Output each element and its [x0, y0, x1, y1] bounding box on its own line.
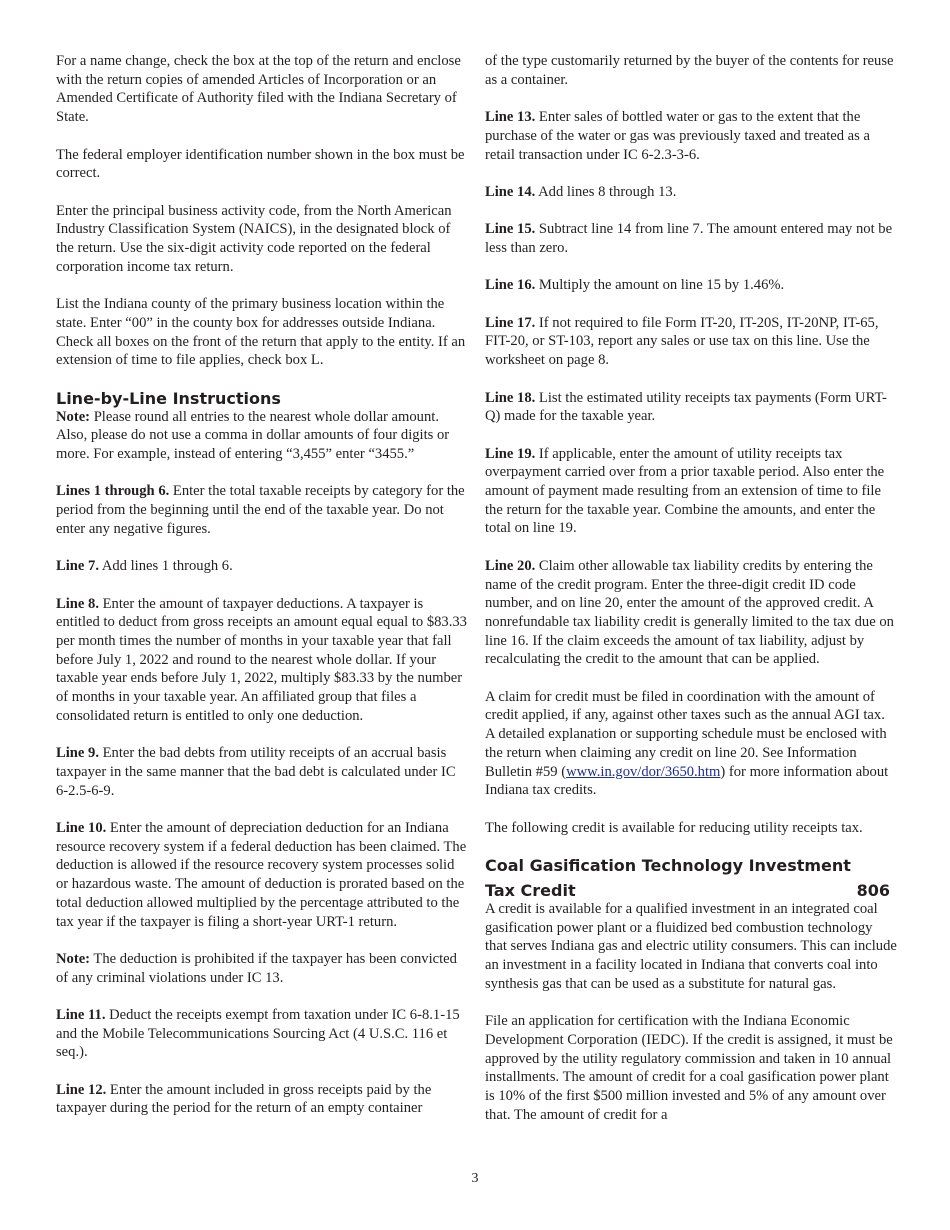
credit-description: A credit is available for a qualified investment in an integrated coal gasification power plant or a fluidized bed combustion technology that serves Indiana gas and electric utility consumers. This can include an investment in a facility located in Indiana that converts coal into synthesis gas that can be used as a substitute for natural gas.: [485, 901, 897, 992]
line-19-instruction: [485, 445, 897, 539]
line-11-instruction: [56, 1006, 468, 1062]
line-text: Subtract line 14 from line 7. The amount entered may not be less than zero.: [485, 221, 893, 256]
line-7-instruction: [56, 557, 468, 576]
line-label: Line 16.: [485, 277, 536, 294]
line-label: Line 17.: [485, 314, 536, 331]
left-column: [56, 52, 468, 1137]
claim-text-end: ) for more information about Indiana tax credits.: [485, 763, 889, 799]
line-label: Line 7.: [56, 558, 99, 575]
fein-paragraph: The federal employer identification number shown in the box must be correct.: [56, 146, 465, 182]
line-label: Line 11.: [56, 1006, 106, 1023]
line-label: Line 15.: [485, 221, 536, 238]
line-text: Enter the amount of taxpayer deductions. A taxpayer is entitled to deduct from gross receipts an amount equal equal to $83.33 per month times the number of months in your taxable year that fall before July 1, 2022 and round to the nearest whole dollar. If your taxable year ends before July 1, 2022, multiply $83.33 by the number of months in your taxable year. An affiliated group that files a consolidated return is entitled to only one deduction.: [56, 595, 467, 724]
line-text: Enter the total taxable receipts by category for the period from the beginning until the end of the taxable year. Do not enter any negative figures.: [56, 483, 465, 537]
note-text: Please round all entries to the nearest whole dollar amount. Also, please do not use a comma in dollar amounts of four digits or more. For example, instead of entering “3,455” enter “3455.”: [56, 408, 450, 462]
line-label: Line 14.: [485, 183, 536, 200]
lines-1-6-instruction: [56, 482, 468, 538]
line-14-instruction: [485, 183, 897, 202]
note-label: Note:: [56, 950, 91, 967]
section-heading: Line-by-Line Instructions: [56, 388, 281, 408]
line-label: Lines 1 through 6.: [56, 483, 170, 500]
claim-text: A claim for credit must be filed in coordination with the amount of credit applied, if any, against other taxes such as the annual AGI tax. A detailed explanation or supporting schedule must be enclosed with the return when claiming any credit on line 20. See Information Bulletin #59 (: [485, 688, 887, 780]
note-label: Note:: [56, 408, 91, 425]
line-8-instruction: [56, 595, 468, 726]
right-column: [485, 52, 897, 1143]
line-label: Line 19.: [485, 445, 536, 462]
page-number: 3: [471, 1171, 479, 1186]
credit-heading: [485, 856, 897, 900]
line-12-continuation: of the type customarily returned by the buyer of the contents for reuse as a container.: [485, 53, 894, 88]
line-text: Claim other allowable tax liability credits by entering the name of the credit program. Enter the three-digit credit ID code number, and on line 20, enter the amount of the approved credit. A nonrefundable tax liability credit is generally limited to the tax due on line 16. If the claim exceeds the amount of tax liability, adjust by recalculating the credit to the amount that can be applied.: [485, 557, 894, 668]
line-label: Line 8.: [56, 595, 99, 612]
line-text: Enter the bad debts from utility receipts of an accrual basis taxpayer in the same manner that the bad debt is calculated under IC 6-2.5-6-9.: [56, 745, 456, 799]
line-15-instruction: [485, 220, 897, 257]
line-9-instruction: [56, 744, 468, 800]
credit-code: 806: [856, 881, 890, 901]
credit-application: File an application for certification with the Indiana Economic Development Corporation (IEDC). If the credit is assigned, it must be approved by the utility regulatory commission and taken in 10 annual installments. The amount of credit for a coal gasification power plant is 10% of the first $500 million invested and 5% of any amount over that. The amount of credit for a: [485, 1013, 893, 1123]
line-label: Line 13.: [485, 109, 536, 126]
line-text: List the estimated utility receipts tax payments (Form URT-Q) made for the taxable year.: [485, 389, 887, 425]
line-label: Line 9.: [56, 745, 99, 762]
line-16-instruction: [485, 276, 897, 295]
line-text: Deduct the receipts exempt from taxation under IC 6-8.1-15 and the Mobile Telecommunications Sourcing Act (4 U.S.C. 116 et seq.).: [56, 1006, 460, 1061]
following-credit-paragraph: The following credit is available for reducing utility receipts tax.: [485, 819, 863, 836]
line-text: Enter sales of bottled water or gas to the extent that the purchase of the water or gas was previously taxed and treated as a retail transaction under IC 6-2.3-3-6.: [485, 109, 870, 163]
naics-paragraph: Enter the principal business activity code, from the North American Industry Classification System (NAICS), in the designated block of the return. Use the six-digit activity code reported on the federal corporation income tax return.: [56, 202, 452, 275]
line-text: If applicable, enter the amount of utility receipts tax overpayment carried over from a prior taxable period. Also enter the amount of payment made resulting from an extension of time to file the return for the taxable year. Combine the amounts, and enter the total on line 19.: [485, 445, 885, 537]
line-10-instruction: [56, 819, 468, 931]
line-12-instruction: [56, 1081, 468, 1118]
line-17-instruction: [485, 314, 897, 370]
line-label: Line 10.: [56, 819, 107, 836]
line-label: Line 20.: [485, 557, 536, 574]
line-13-instruction: [485, 108, 897, 164]
credit-title-line1: Coal Gasification Technology Investment: [485, 856, 851, 876]
line-18-instruction: [485, 389, 897, 426]
deduction-note: [56, 950, 468, 987]
line-text: Enter the amount of depreciation deduction for an Indiana resource recovery system if a federal deduction has been claimed. The deduction is allowed if the resource recovery system processes solid or hazardous waste. The amount of deduction is prorated based on the total deduction allowed multiplied by the percentage attributed to the tax year if the taxpayer is filing a short-year URT-1 return.: [56, 819, 467, 930]
info-bulletin-link[interactable]: www.in.gov/dor/3650.htm: [566, 763, 721, 780]
line-text: Add lines 1 through 6.: [98, 558, 233, 575]
line-label: Line 18.: [485, 389, 536, 406]
note-text: The deduction is prohibited if the taxpayer has been convicted of any criminal violations under IC 13.: [56, 950, 457, 986]
line-text: Multiply the amount on line 15 by 1.46%.: [535, 277, 785, 294]
line-text: If not required to file Form IT-20, IT-20S, IT-20NP, IT-65, FIT-20, or ST-103, report any sales or use tax on this line. Use the worksheet on page 8.: [485, 314, 879, 369]
claim-paragraph: [485, 688, 897, 800]
county-paragraph: List the Indiana county of the primary business location within the state. Enter “00” in the county box for addresses outside Indiana. Check all boxes on the front of the return that apply to the entity. If an extension of time to file applies, check box L.: [56, 296, 466, 369]
rounding-note: [56, 408, 468, 464]
credit-title-line2: Tax Credit: [485, 881, 576, 901]
line-label: Line 12.: [56, 1081, 107, 1098]
line-text: Add lines 8 through 13.: [535, 183, 677, 200]
line-text: Enter the amount included in gross receipts paid by the taxpayer during the period for the return of an empty container: [56, 1081, 432, 1117]
line-20-instruction: [485, 557, 897, 669]
name-change-paragraph: For a name change, check the box at the top of the return and enclose with the return copies of amended Articles of Incorporation or an Amended Certificate of Authority filed with the Indiana Secretary of State.: [56, 53, 461, 126]
